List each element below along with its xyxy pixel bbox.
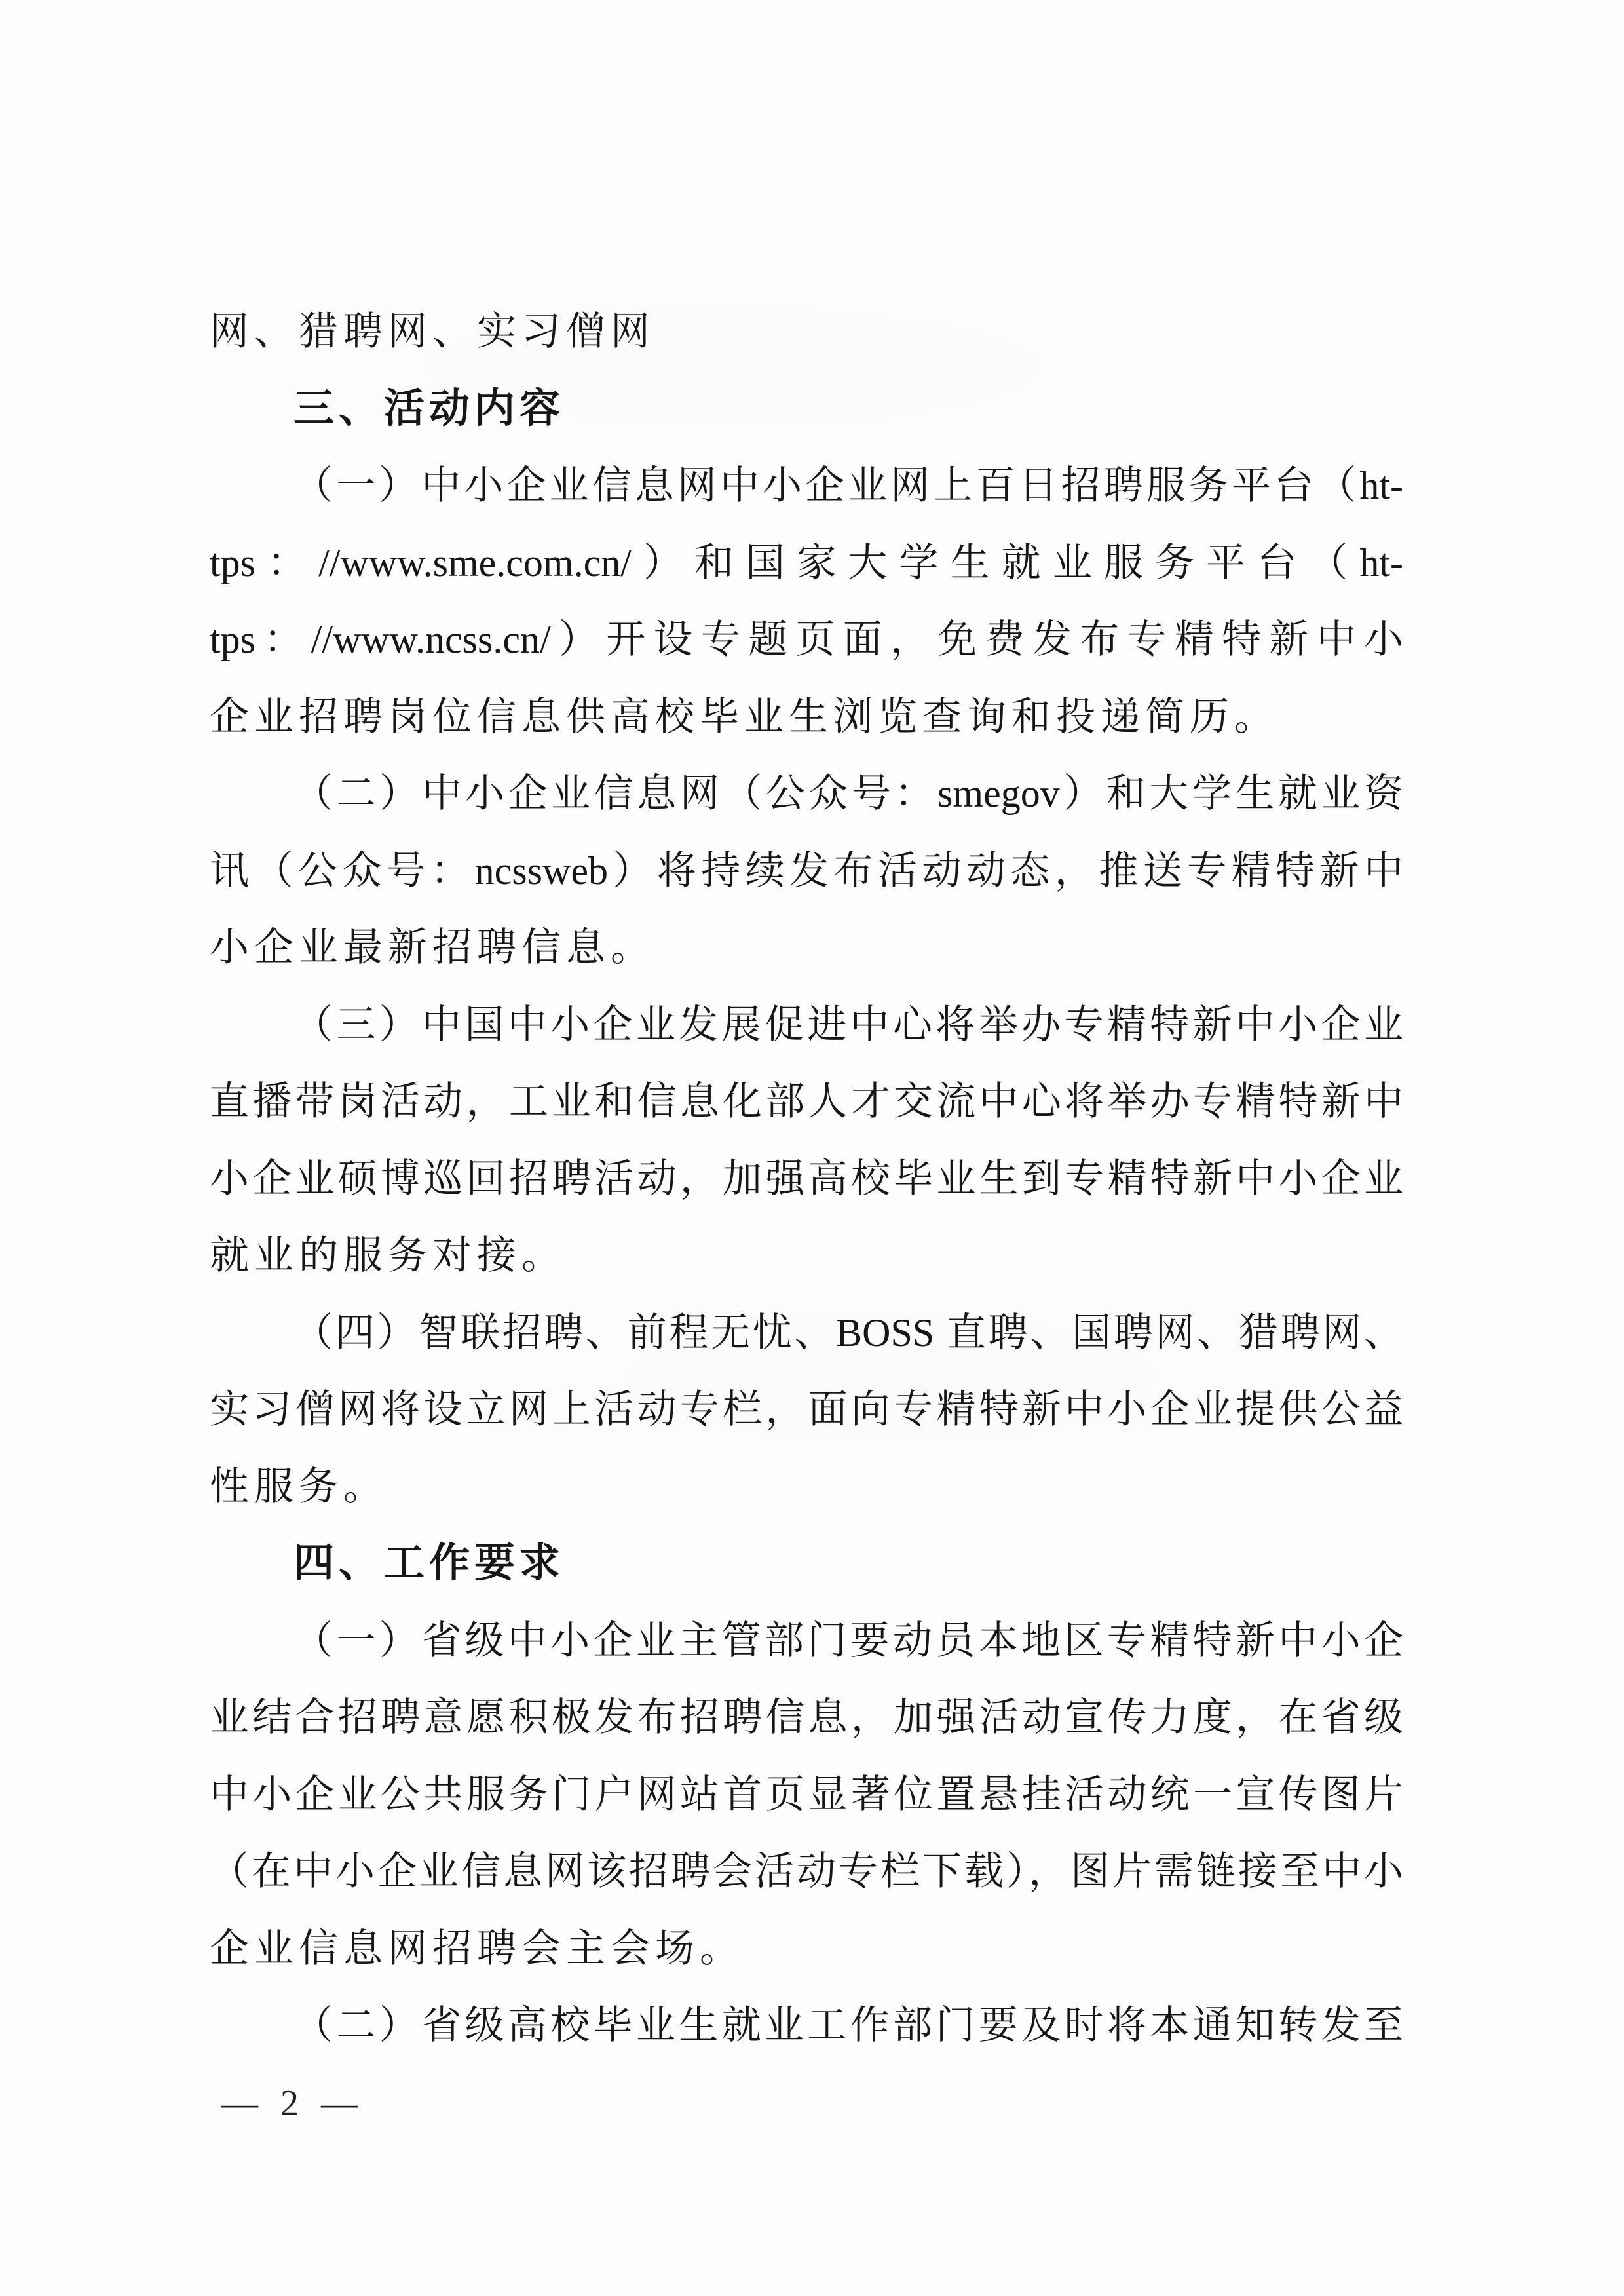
text-line: 业结合招聘意愿积极发布招聘信息，加强活动宣传力度，在省级 [210,1696,1403,1739]
text-line: （四）智联招聘、前程无忧、BOSS 直聘、国聘网、猎聘网、 [293,1311,1403,1354]
text-line: tps：//www.sme.com.cn/）和国家大学生就业服务平台（ht- [210,541,1403,584]
text-line: 就业的服务对接。 [210,1234,566,1277]
text-line: 企业招聘岗位信息供高校毕业生浏览查询和投递简历。 [210,695,1279,738]
text-line: 企业信息网招聘会主会场。 [210,1926,744,1970]
document-body [210,305,1403,2076]
text-line: 性服务。 [210,1464,388,1508]
text-line: （二）省级高校毕业生就业工作部门要及时将本通知转发至 [293,2004,1403,2047]
text-line: （一）省级中小企业主管部门要动员本地区专精特新中小企 [293,1618,1403,1662]
text-line: tps：//www.ncss.cn/）开设专题页面，免费发布专精特新中小 [210,618,1403,661]
text-line: 中小企业公共服务门户网站首页显著位置悬挂活动统一宣传图片 [210,1772,1403,1816]
section-heading-line: 四、工作要求 [293,1540,565,1586]
page-number: — 2 — [221,2083,359,2124]
text-line: 小企业硕博巡回招聘活动，加强高校毕业生到专精特新中小企业 [210,1157,1403,1200]
text-line: 直播带岗活动，工业和信息化部人才交流中心将举办专精特新中 [210,1080,1403,1123]
text-line: （在中小企业信息网该招聘会活动专栏下载），图片需链接至中小 [210,1850,1403,1893]
text-line: 网、猎聘网、实习僧网 [210,310,655,353]
text-line: 实习僧网将设立网上活动专栏，面向专精特新中小企业提供公益 [210,1388,1403,1431]
text-line: 小企业最新招聘信息。 [210,926,655,969]
text-line: （三）中国中小企业发展促进中心将举办专精特新中小企业 [293,1003,1403,1046]
page-footer [221,2082,359,2124]
text-line: （一）中小企业信息网中小企业网上百日招聘服务平台（ht- [293,464,1403,507]
text-line: （二）中小企业信息网（公众号：smegov）和大学生就业资 [293,772,1403,815]
section-heading-line: 三、活动内容 [293,385,565,431]
text-line: 讯（公众号：ncssweb）将持续发布活动动态，推送专精特新中 [210,849,1403,892]
